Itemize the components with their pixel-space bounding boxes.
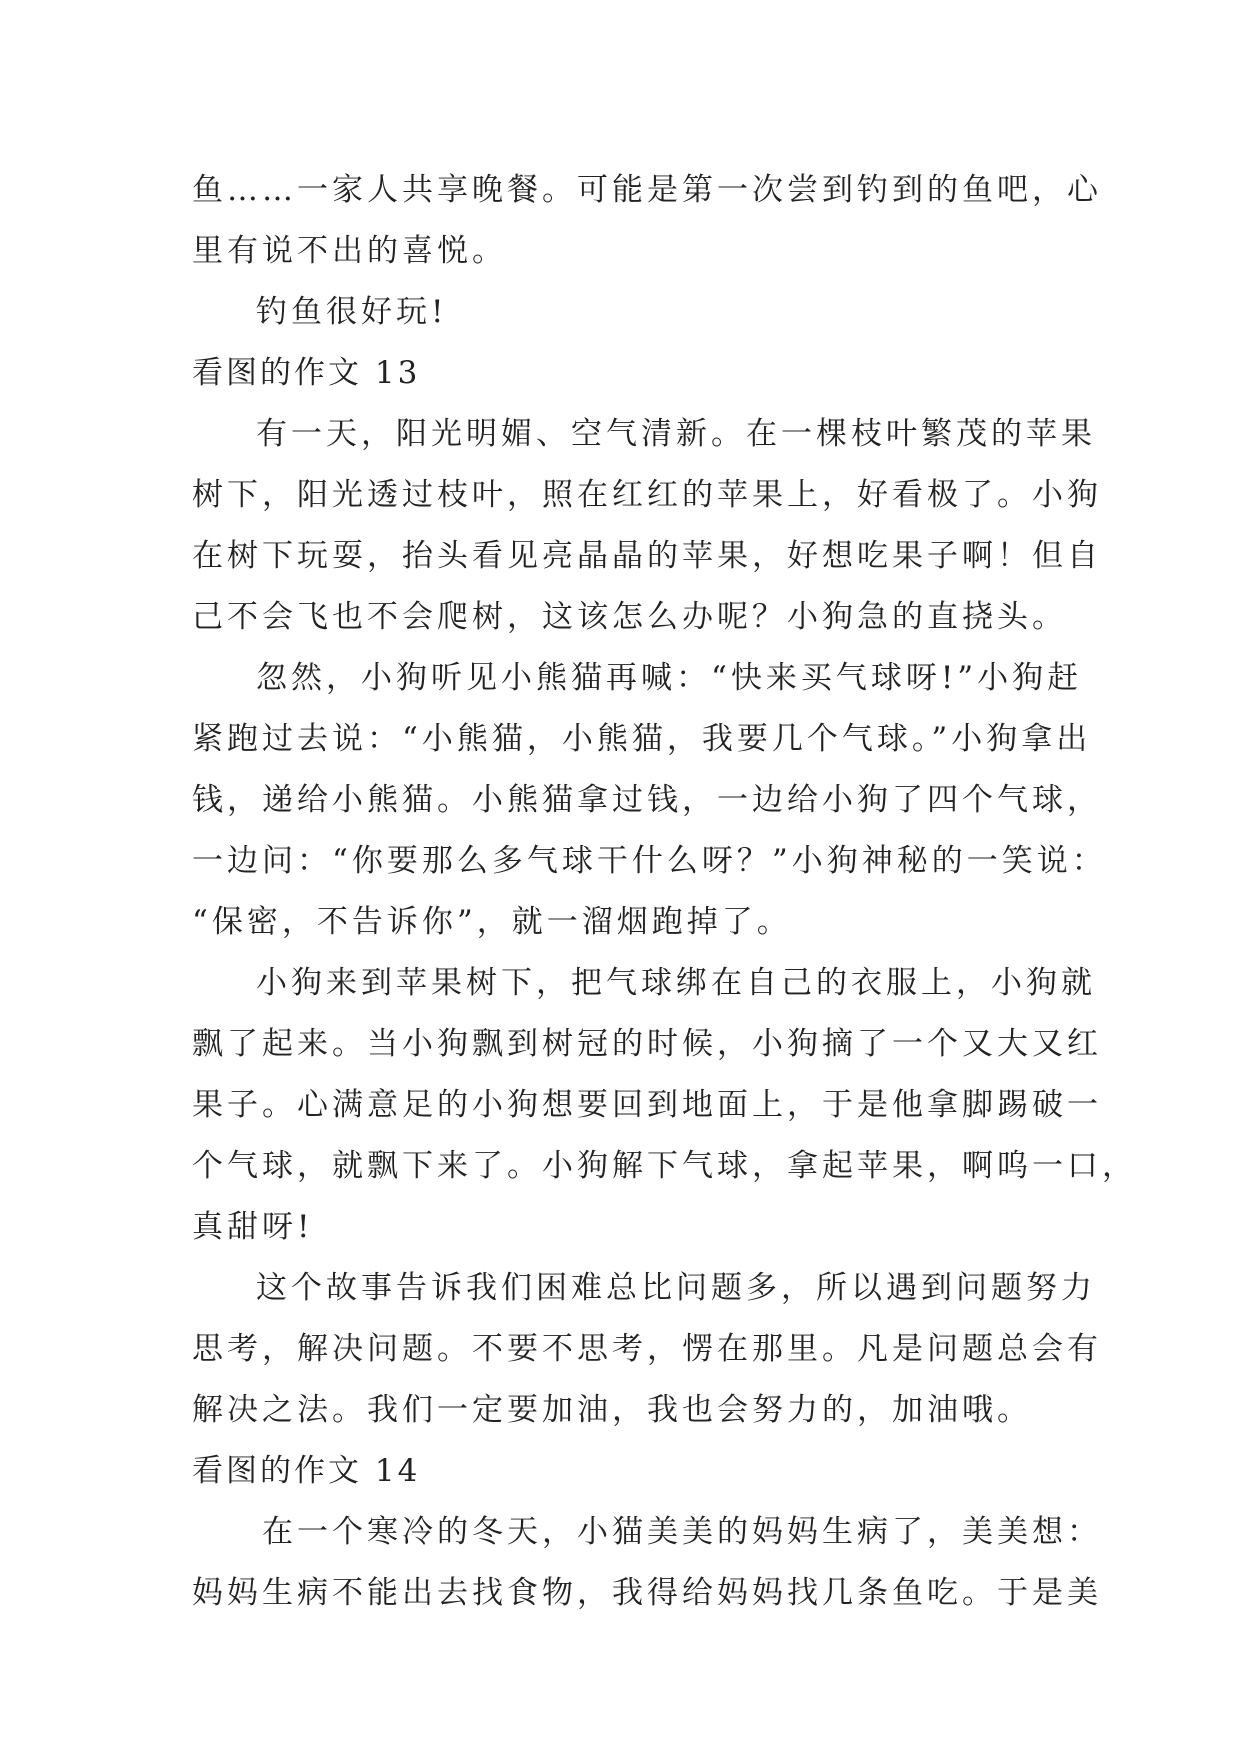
paragraph-line: 一边问：“你要那么多气球干什么呀？”小狗神秘的一笑说：	[192, 843, 1107, 879]
paragraph-line: 个气球，就飘下来了。小狗解下气球，拿起苹果，啊呜一口，	[192, 1148, 1137, 1184]
essay-text	[192, 160, 1137, 1624]
essay-heading-14: 看图的作文 14	[192, 1453, 421, 1489]
essay-heading-13: 看图的作文 13	[192, 355, 421, 391]
paragraph-line: 真甜呀!	[192, 1209, 314, 1245]
paragraph-line: 果子。心满意足的小狗想要回到地面上，于是他拿脚踢破一	[192, 1087, 1102, 1123]
paragraph-line: 思考，解决问题。不要不思考，愣在那里。凡是问题总会有	[192, 1331, 1102, 1367]
paragraph-line: 树下，阳光透过枝叶，照在红红的苹果上，好看极了。小狗	[192, 477, 1102, 513]
paragraph-line: 解决之法。我们一定要加油，我也会努力的，加油哦。	[192, 1392, 1032, 1428]
paragraph-line: “保密，不告诉你”，就一溜烟跑掉了。	[192, 904, 792, 940]
paragraph-line: 这个故事告诉我们困难总比问题多，所以遇到问题努力	[256, 1270, 1096, 1306]
paragraph-line: 紧跑过去说：“小熊猫，小熊猫，我要几个气球。”小狗拿出	[192, 721, 1092, 757]
paragraph-line: 钓鱼很好玩!	[256, 294, 448, 330]
paragraph-line: 在一个寒冷的冬天，小猫美美的妈妈生病了，美美想：	[262, 1514, 1102, 1550]
paragraph-line: 有一天，阳光明媚、空气清新。在一棵枝叶繁茂的苹果	[256, 416, 1096, 452]
paragraph-line: 在树下玩耍，抬头看见亮晶晶的苹果，好想吃果子啊！但自	[192, 538, 1102, 574]
paragraph-line: 飘了起来。当小狗飘到树冠的时候，小狗摘了一个又大又红	[192, 1026, 1102, 1062]
paragraph-line: 鱼……一家人共享晚餐。可能是第一次尝到钓到的鱼吧，心	[192, 172, 1102, 208]
paragraph-line: 钱，递给小熊猫。小熊猫拿过钱，一边给小狗了四个气球，	[192, 782, 1102, 818]
paragraph-line: 里有说不出的喜悦。	[192, 233, 507, 269]
paragraph-line: 妈妈生病不能出去找食物，我得给妈妈找几条鱼吃。于是美	[192, 1575, 1102, 1611]
paragraph-line: 忽然，小狗听见小熊猫再喊：“快来买气球呀!”小狗赶	[256, 660, 1083, 696]
paragraph-line: 小狗来到苹果树下，把气球绑在自己的衣服上，小狗就	[256, 965, 1096, 1001]
paragraph-line: 己不会飞也不会爬树，这该怎么办呢？小狗急的直挠头。	[192, 599, 1067, 635]
